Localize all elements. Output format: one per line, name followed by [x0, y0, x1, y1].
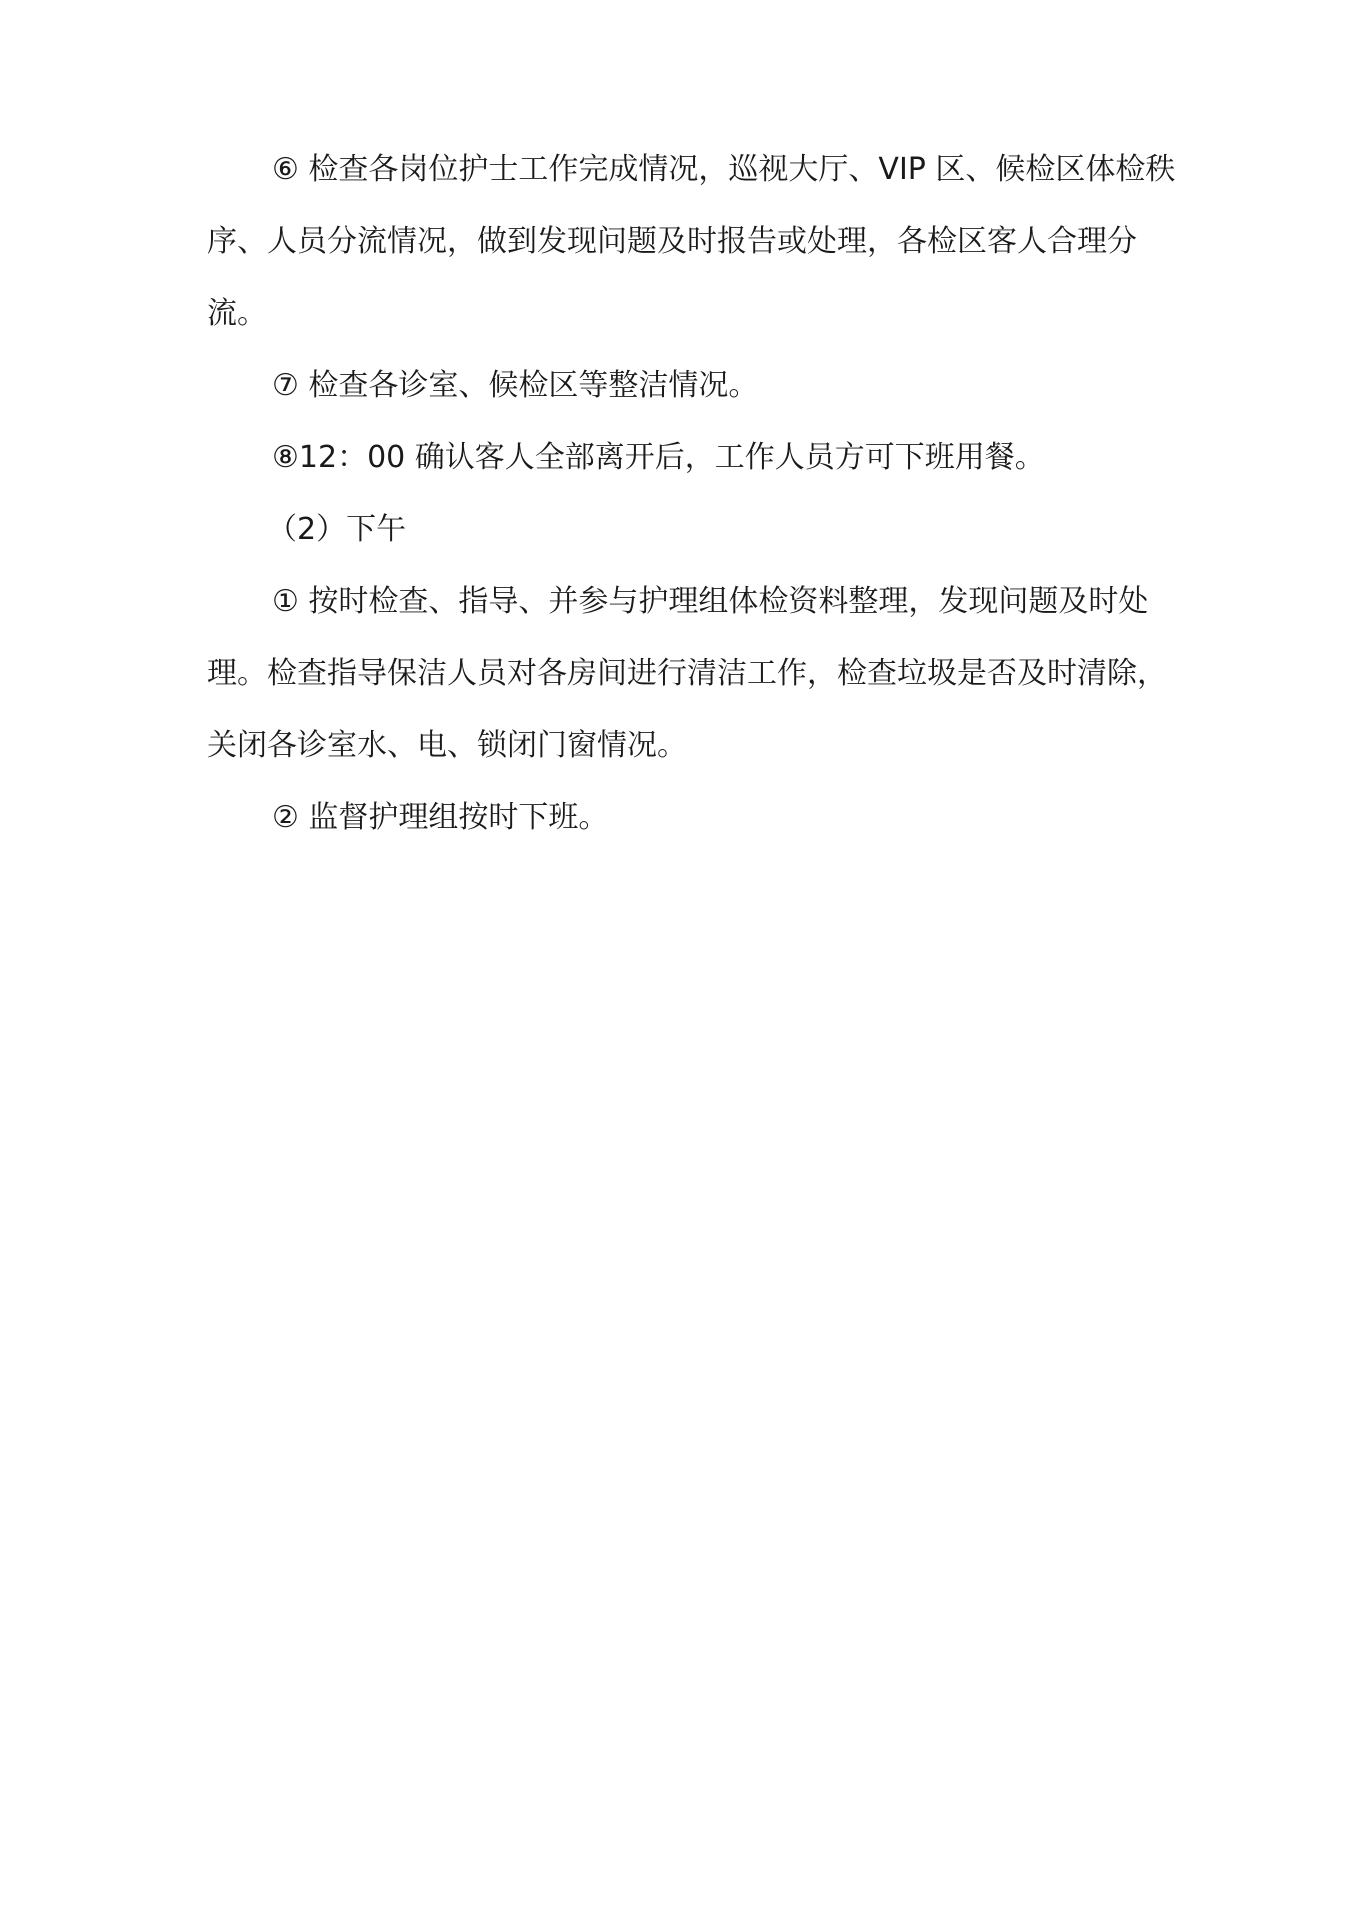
section-heading-afternoon: （2）下午 [267, 512, 407, 547]
paragraph-item-8: ⑧12：00 确认客人全部离开后，工作人员方可下班用餐。 [272, 440, 1045, 475]
paragraph-item-2: ② 监督护理组按时下班。 [272, 800, 609, 835]
paragraph-item-6: ⑥ 检查各岗位护士工作完成情况，巡视大厅、VIP 区、候检区体检秩序、人员分流情况，做到发现问题及时报告或处理，各检区客人合理分流。 [207, 152, 1176, 331]
document-body [207, 134, 1179, 854]
paragraph-item-1: ① 按时检查、指导、并参与护理组体检资料整理，发现问题及时处理。检查指导保洁人员对各房间进行清洁工作，检查垃圾是否及时清除，关闭各诊室水、电、锁闭门窗情况。 [207, 584, 1167, 763]
paragraph-item-7: ⑦ 检查各诊室、候检区等整洁情况。 [272, 368, 759, 403]
